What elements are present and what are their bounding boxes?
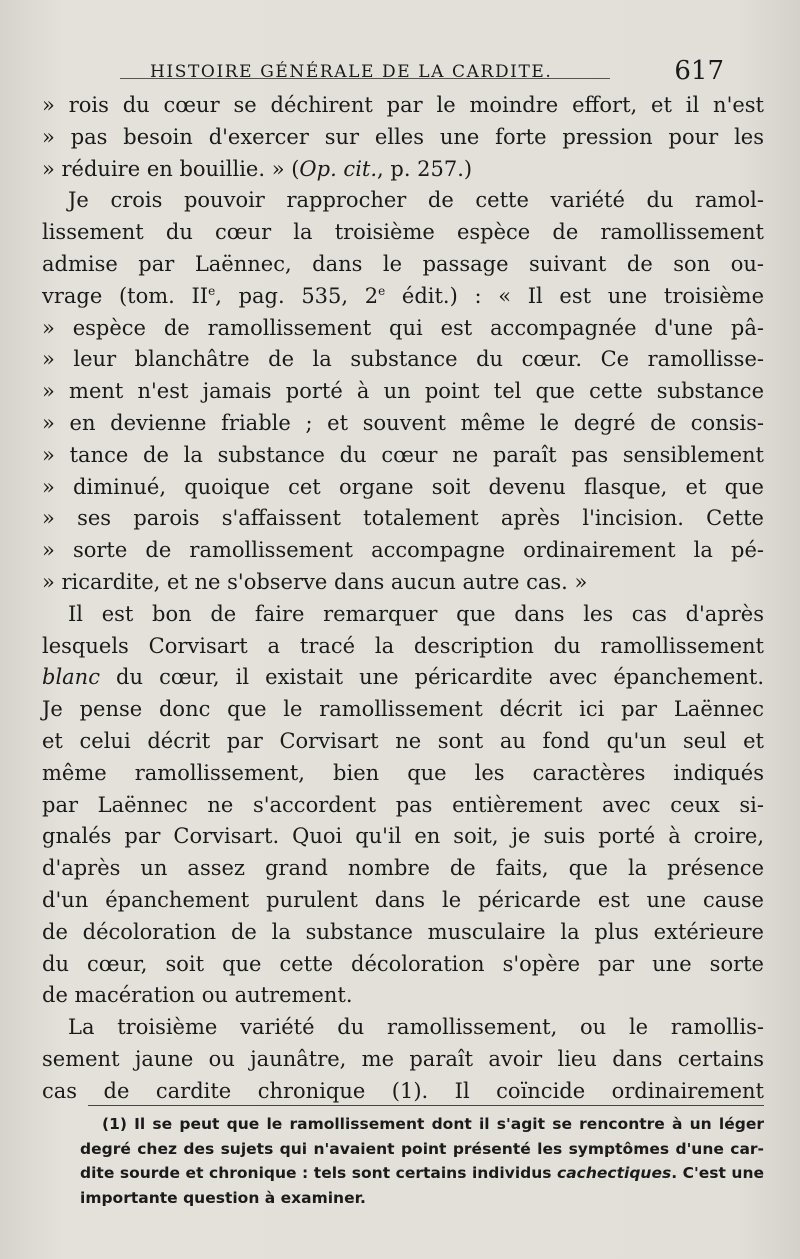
text-line: » rois du cœur se déchirent par le moindre effort, et il n'est bbox=[42, 93, 764, 117]
citation-italic: Op. cit. bbox=[299, 156, 378, 181]
footnote-line: dite sourde et chronique : tels sont certains individus cachectiques. C'est une bbox=[80, 1164, 765, 1182]
text-line: cas de cardite chronique (1). Il coïncide ordinairement bbox=[42, 1078, 764, 1103]
text-line: lissement du cœur la troisième espèce de ramollissement bbox=[42, 220, 764, 245]
text-line: même ramollissement, bien que les caractères indiqués bbox=[42, 760, 764, 785]
footnote-italic: cachectiques bbox=[557, 1164, 672, 1182]
text-line: » diminué, quoique cet organe soit devenu flasque, et que bbox=[42, 474, 764, 499]
text-line: de décoloration de la substance musculaire la plus extérieure bbox=[42, 919, 764, 944]
text-line: » espèce de ramollissement qui est accompagnée d'une pâ- bbox=[42, 315, 764, 340]
paragraph-start: La troisième variété du ramollissement, ou le ramollis- bbox=[68, 1015, 764, 1040]
page-number: 617 bbox=[674, 56, 724, 86]
text-line: » ses parois s'affaissent totalement après l'incision. Cette bbox=[42, 506, 764, 531]
text-line: » en devienne friable ; et souvent même le degré de consis- bbox=[42, 410, 764, 435]
text-line: par Laënnec ne s'accordent pas entièrement avec ceux si- bbox=[42, 792, 764, 817]
body-text bbox=[42, 90, 764, 1108]
text-line: de macération ou autrement. bbox=[42, 983, 353, 1008]
text-line: blanc du cœur, il existait une péricardite avec épanchement. bbox=[42, 665, 764, 690]
text-line: » ricardite, et ne s'observe dans aucun autre cas. » bbox=[42, 569, 588, 594]
text-line: sement jaune ou jaunâtre, me paraît avoir lieu dans certains bbox=[42, 1046, 764, 1071]
text-line: admise par Laënnec, dans le passage suivant de son ou- bbox=[42, 251, 764, 276]
text-line: » pas besoin d'exercer sur elles une forte pression pour les bbox=[42, 124, 764, 149]
text-line: Je pense donc que le ramollissement décrit ici par Laënnec bbox=[42, 697, 764, 722]
text-line: d'après un assez grand nombre de faits, que la présence bbox=[42, 856, 764, 881]
text-line: vrage (tom. IIe, pag. 535, 2e édit.) : « Il est une troisième bbox=[42, 283, 765, 308]
text-line: et celui décrit par Corvisart ne sont au fond qu'un seul et bbox=[42, 728, 764, 753]
footnote-line: degré chez des sujets qui n'avaient point présenté les symptômes d'une car- bbox=[80, 1139, 764, 1158]
text-line: » tance de la substance du cœur ne paraît pas sensiblement bbox=[42, 442, 764, 467]
text-line: » leur blanchâtre de la substance du cœur. Ce ramollisse- bbox=[42, 347, 764, 372]
paragraph-start: Il est bon de faire remarquer que dans les cas d'après bbox=[68, 601, 764, 626]
text-line: du cœur, soit que cette décoloration s'opère par une sorte bbox=[42, 951, 764, 976]
text-line: d'un épanchement purulent dans le péricarde est une cause bbox=[42, 887, 764, 912]
footnote-line: (1) Il se peut que le ramollissement dont il s'agit se rencontre à un léger bbox=[102, 1115, 764, 1133]
footnote-rule bbox=[88, 1105, 764, 1106]
text-line: lesquels Corvisart a tracé la description du ramollissement bbox=[42, 633, 764, 658]
paragraph-start: Je crois pouvoir rapprocher de cette variété du ramol- bbox=[68, 188, 764, 213]
text-line: » sorte de ramollissement accompagne ordinairement la pé- bbox=[42, 538, 764, 563]
running-head bbox=[150, 56, 760, 90]
emphasis-italic: blanc bbox=[42, 665, 100, 690]
text-line: » ment n'est jamais porté à un point tel que cette substance bbox=[42, 379, 764, 404]
text-line: » réduire en bouillie. » (Op. cit., p. 257.) bbox=[42, 156, 473, 181]
running-title: HISTOIRE GÉNÉRALE DE LA CARDITE. bbox=[150, 62, 553, 82]
footnote bbox=[80, 1112, 764, 1210]
footnote-line: importante question à examiner. bbox=[80, 1188, 366, 1207]
text-line: gnalés par Corvisart. Quoi qu'il en soit, je suis porté à croire, bbox=[42, 824, 764, 849]
header-rule bbox=[120, 78, 610, 79]
